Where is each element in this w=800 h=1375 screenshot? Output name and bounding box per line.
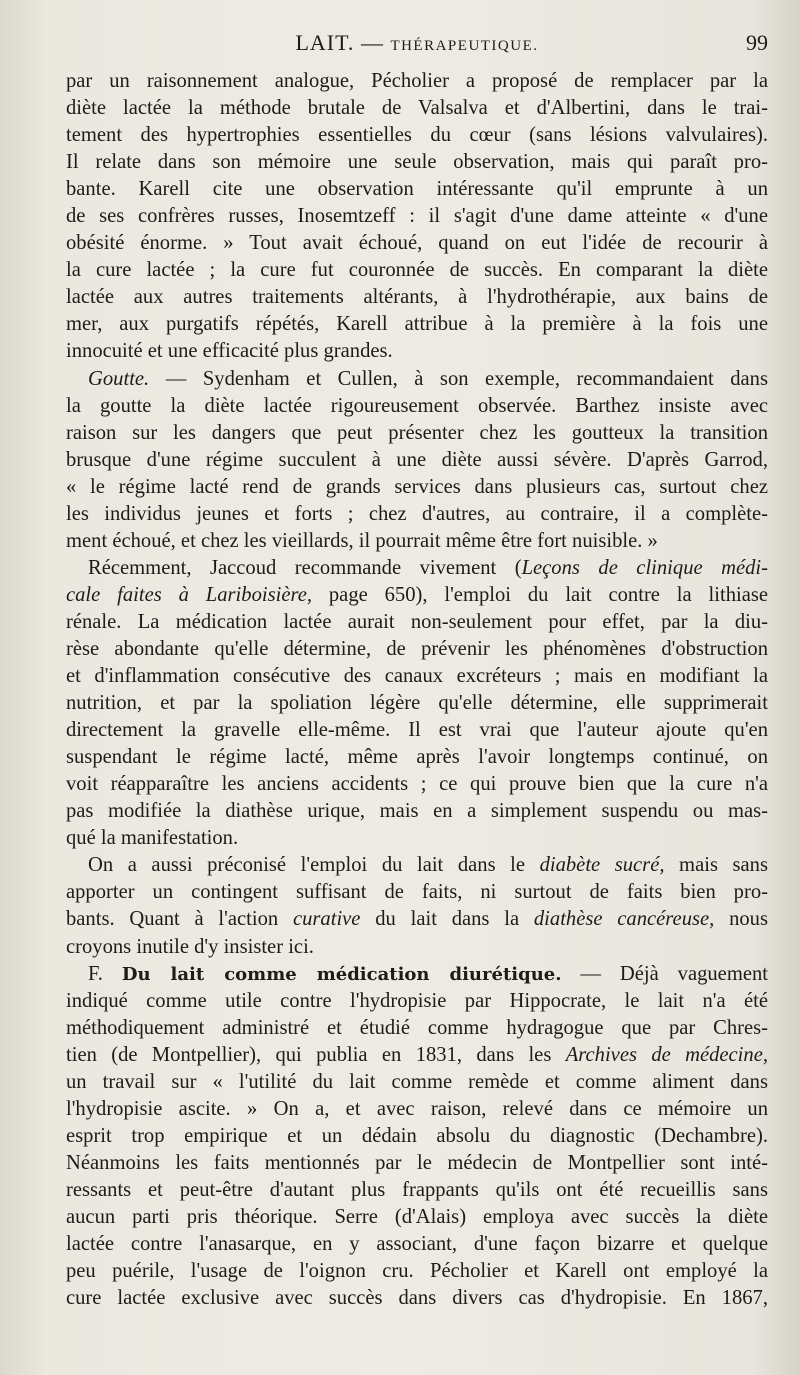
text-line: par un raisonnement analogue, Pécholier a proposé de remplacer par la <box>66 70 768 92</box>
text-line: tien (de Montpellier), qui publia en 1831, dans les Archives de médecine, <box>66 1043 768 1066</box>
running-title <box>66 30 768 56</box>
text-line: pas modifiée la diathèse urique, mais en a simplement suspendu ou mas- <box>66 800 768 823</box>
text-line: « le régime lacté rend de grands services dans plusieurs cas, surtout chez <box>66 475 768 498</box>
text-line: tement des hypertrophies essentielles du cœur (sans lésions valvulaires). <box>66 124 768 147</box>
running-header <box>66 30 768 62</box>
title-separator: — <box>354 30 391 55</box>
text-line: suspendant le régime lacté, même après l'avoir longtemps continué, on <box>66 746 768 769</box>
text-line: croyons inutile d'y insister ici. <box>66 935 314 958</box>
page-number: 99 <box>746 30 768 55</box>
text-line: ment échoué, et chez les vieillards, il pourrait même être fort nuisible. » <box>66 529 658 552</box>
text-line: lactée contre l'anasarque, en y associant, d'une façon bizarre et quelque <box>66 1233 768 1256</box>
section-heading: Du lait comme médication diurétique. <box>121 963 562 985</box>
text-line: esprit trop empirique et un dédain absolu du diagnostic (Dechambre). <box>66 1124 768 1147</box>
paragraph-goutte <box>66 366 768 555</box>
section-label-goutte: Goutte. <box>88 367 150 390</box>
text-line: raison sur les dangers que peut présenter chez les goutteux la transition <box>66 421 768 444</box>
text-line: qué la manifestation. <box>66 827 239 850</box>
paragraph-diuretique <box>66 961 768 1313</box>
text-line: l'hydropisie ascite. » On a, et avec raison, relevé dans ce mémoire un <box>66 1097 768 1120</box>
title-sub: THÉRAPEUTIQUE. <box>390 38 539 54</box>
text-line: bante. Karell cite une observation intéressante qu'il emprunte à un <box>66 178 768 201</box>
text-line: et d'inflammation consécutive des canaux excréteurs ; mais en modifiant la <box>66 665 768 688</box>
text-line: bants. Quant à l'action curative du lait dans la diathèse cancéreuse, nous <box>66 908 768 931</box>
text-line: méthodiquement administré et étudié comme hydragogue que par Chres- <box>66 1016 768 1039</box>
body-text <box>66 68 768 1312</box>
text-line: Récemment, Jaccoud recommande vivement (Leçons de clinique médi- <box>88 556 769 579</box>
paragraph-diabete <box>66 852 768 960</box>
text-line: mer, aux purgatifs répétés, Karell attribue à la première à la fois une <box>66 313 768 336</box>
text-line: brusque d'une régime succulent à une diète aussi sévère. D'après Garrod, <box>66 448 768 471</box>
text-line: les individus jeunes et forts ; chez d'autres, au contraire, il a complète- <box>66 502 768 525</box>
text-line: indiqué comme utile contre l'hydropisie par Hippocrate, le lait n'a été <box>66 989 768 1012</box>
text-line: rèse abondante qu'elle détermine, de prévenir les phénomènes d'obstruction <box>66 637 768 660</box>
text-line: de ses confrères russes, Inosemtzeff : il s'agit d'une dame atteinte « d'une <box>66 205 768 228</box>
text-line: Goutte. — Sydenham et Cullen, à son exemple, recommandaient dans <box>88 367 768 390</box>
text-line: obésité énorme. » Tout avait échoué, quand on eut l'idée de recourir à <box>66 232 768 255</box>
text-line: aucun parti pris théorique. Serre (d'Alais) employa avec succès la diète <box>66 1205 768 1228</box>
text-line: On a aussi préconisé l'emploi du lait dans le diabète sucré, mais sans <box>88 854 768 877</box>
text-line: Néanmoins les faits mentionnés par le médecin de Montpellier sont inté- <box>66 1151 768 1174</box>
text-line: rénale. La médication lactée aurait non-seulement pour effet, par la diu- <box>66 610 768 633</box>
text-line: cure lactée exclusive avec succès dans divers cas d'hydropisie. En 1867, <box>66 1287 768 1310</box>
text-line: cale faites à Lariboisière, page 650), l'emploi du lait contre la lithiase <box>66 583 769 606</box>
text-line: directement la gravelle elle-même. Il est vrai que l'auteur ajoute qu'en <box>66 719 768 742</box>
text-line: peu puérile, l'usage de l'oignon cru. Pécholier et Karell ont employé la <box>66 1260 768 1283</box>
text-line: voit réapparaître les anciens accidents ; ce qui prouve bien que la cure n'a <box>66 773 768 796</box>
text-line: innocuité et une efficacité plus grandes. <box>66 340 393 363</box>
text-line: diète lactée la méthode brutale de Valsalva et d'Albertini, dans le trai- <box>66 97 768 120</box>
text-line: la goutte la diète lactée rigoureusement observée. Barthez insiste avec <box>66 394 768 417</box>
title-main: LAIT. <box>295 30 355 55</box>
text-line: ressants et peut-être d'autant plus frappants qu'ils ont été recueillis sans <box>66 1178 768 1201</box>
text-line: apporter un contingent suffisant de faits, ni surtout de faits bien pro- <box>66 881 768 904</box>
paragraph-1 <box>66 68 768 366</box>
paragraph-jaccoud <box>66 555 768 853</box>
text-line: Il relate dans son mémoire une seule observation, mais qui paraît pro- <box>66 151 768 174</box>
text-line: lactée aux autres traitements altérants, à l'hydrothérapie, aux bains de <box>66 286 768 309</box>
text-line: la cure lactée ; la cure fut couronnée de succès. En comparant la diète <box>66 259 768 282</box>
text-line: F. Du lait comme médication diurétique. — Déjà vaguement <box>88 962 768 985</box>
text-line: un travail sur « l'utilité du lait comme remède et comme aliment dans <box>66 1070 768 1093</box>
text-line: nutrition, et par la spoliation légère qu'elle détermine, elle supprimerait <box>66 692 768 715</box>
